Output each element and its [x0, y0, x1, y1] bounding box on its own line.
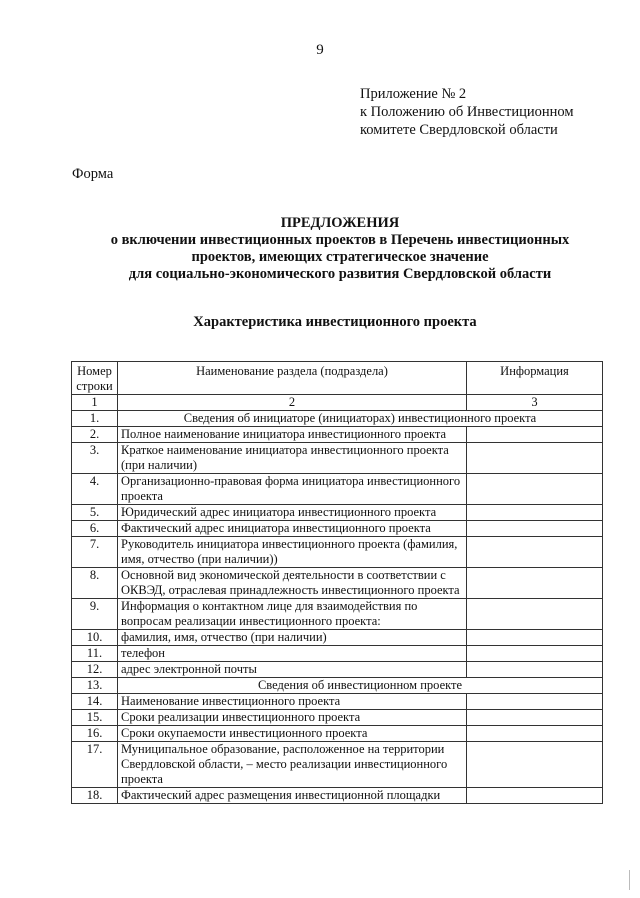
row-label: адрес электронной почты	[118, 662, 467, 678]
row-number: 4.	[72, 474, 118, 505]
row-number: 17.	[72, 742, 118, 788]
row-label: фамилия, имя, отчество (при наличии)	[118, 630, 467, 646]
row-info-cell[interactable]	[467, 474, 603, 505]
appendix-line-2: к Положению об Инвестиционном	[360, 104, 574, 120]
table-row	[72, 443, 603, 474]
column-number-row	[72, 395, 603, 411]
row-info-cell[interactable]	[467, 710, 603, 726]
row-number: 18.	[72, 788, 118, 804]
row-label: Фактический адрес инициатора инвестиционного проекта	[118, 521, 467, 537]
row-number: 3.	[72, 443, 118, 474]
row-number: 7.	[72, 537, 118, 568]
page-number: 9	[316, 42, 324, 58]
table-header-row	[72, 362, 603, 395]
row-number: 13.	[72, 678, 118, 694]
row-info-cell[interactable]	[467, 742, 603, 788]
row-label: Фактический адрес размещения инвестиционной площадки	[118, 788, 467, 804]
table-row	[72, 710, 603, 726]
table-row	[72, 726, 603, 742]
appendix-line-1: Приложение № 2	[360, 86, 467, 102]
row-label: Информация о контактном лице для взаимодействия по вопросам реализации инвестиционного проекта:	[118, 599, 467, 630]
table-row	[72, 646, 603, 662]
section-heading: Характеристика инвестиционного проекта	[193, 314, 477, 330]
row-label: Полное наименование инициатора инвестиционного проекта	[118, 427, 467, 443]
table-row	[72, 678, 603, 694]
row-number: 16.	[72, 726, 118, 742]
row-label: Краткое наименование инициатора инвестиционного проекта (при наличии)	[118, 443, 467, 474]
table-row	[72, 537, 603, 568]
table-row	[72, 630, 603, 646]
row-number: 5.	[72, 505, 118, 521]
row-number: 15.	[72, 710, 118, 726]
title-line-4: для социально-экономического развития Свердловской области	[128, 266, 552, 282]
header-section-name: Наименование раздела (подраздела)	[118, 362, 467, 395]
row-label: Организационно-правовая форма инициатора инвестиционного проекта	[118, 474, 467, 505]
row-label: Сроки окупаемости инвестиционного проекта	[118, 726, 467, 742]
table-row	[72, 662, 603, 678]
row-info-cell[interactable]	[467, 599, 603, 630]
title-line-1: ПРЕДЛОЖЕНИЯ	[280, 215, 400, 231]
row-number: 12.	[72, 662, 118, 678]
column-number-2: 2	[118, 395, 467, 411]
header-number: Номер строки	[72, 362, 118, 395]
row-number: 9.	[72, 599, 118, 630]
section-title-cell: Сведения об инвестиционном проекте	[118, 678, 603, 694]
row-number: 8.	[72, 568, 118, 599]
row-info-cell[interactable]	[467, 726, 603, 742]
table-row	[72, 505, 603, 521]
table-row	[72, 427, 603, 443]
title-line-3: проектов, имеющих стратегическое значение	[191, 249, 489, 265]
row-info-cell[interactable]	[467, 537, 603, 568]
row-info-cell[interactable]	[467, 427, 603, 443]
header-information: Информация	[467, 362, 603, 395]
table-row	[72, 599, 603, 630]
table-row	[72, 742, 603, 788]
table-row	[72, 521, 603, 537]
appendix-line-3: комитете Свердловской области	[360, 122, 558, 138]
form-label: Форма	[72, 166, 114, 182]
row-label: Сроки реализации инвестиционного проекта	[118, 710, 467, 726]
row-label: Юридический адрес инициатора инвестиционного проекта	[118, 505, 467, 521]
project-characteristics-table	[71, 361, 603, 804]
row-info-cell[interactable]	[467, 568, 603, 599]
row-number: 2.	[72, 427, 118, 443]
title-line-2: о включении инвестиционных проектов в Перечень инвестиционных	[110, 232, 570, 248]
row-info-cell[interactable]	[467, 521, 603, 537]
row-number: 1.	[72, 411, 118, 427]
row-info-cell[interactable]	[467, 646, 603, 662]
column-number-3: 3	[467, 395, 603, 411]
section-title-cell: Сведения об инициаторе (инициаторах) инвестиционного проекта	[118, 411, 603, 427]
row-number: 10.	[72, 630, 118, 646]
appendix-reference	[360, 85, 574, 139]
margin-mark	[629, 870, 632, 890]
row-info-cell[interactable]	[467, 443, 603, 474]
row-label: Основной вид экономической деятельности в соответствии с ОКВЭД, отраслевая принадлежность инвестиционного проекта	[118, 568, 467, 599]
document-title	[60, 215, 620, 283]
row-info-cell[interactable]	[467, 662, 603, 678]
row-label: Муниципальное образование, расположенное на территории Свердловской области, – место реализации инвестиционного проекта	[118, 742, 467, 788]
row-info-cell[interactable]	[467, 694, 603, 710]
row-number: 14.	[72, 694, 118, 710]
row-number: 6.	[72, 521, 118, 537]
row-info-cell[interactable]	[467, 630, 603, 646]
row-label: Наименование инвестиционного проекта	[118, 694, 467, 710]
table-row	[72, 568, 603, 599]
row-label: телефон	[118, 646, 467, 662]
row-info-cell[interactable]	[467, 505, 603, 521]
row-info-cell[interactable]	[467, 788, 603, 804]
row-label: Руководитель инициатора инвестиционного проекта (фамилия, имя, отчество (при наличии))	[118, 537, 467, 568]
table-row	[72, 694, 603, 710]
table-row	[72, 411, 603, 427]
row-number: 11.	[72, 646, 118, 662]
table-row	[72, 788, 603, 804]
table-row	[72, 474, 603, 505]
column-number-1: 1	[72, 395, 118, 411]
